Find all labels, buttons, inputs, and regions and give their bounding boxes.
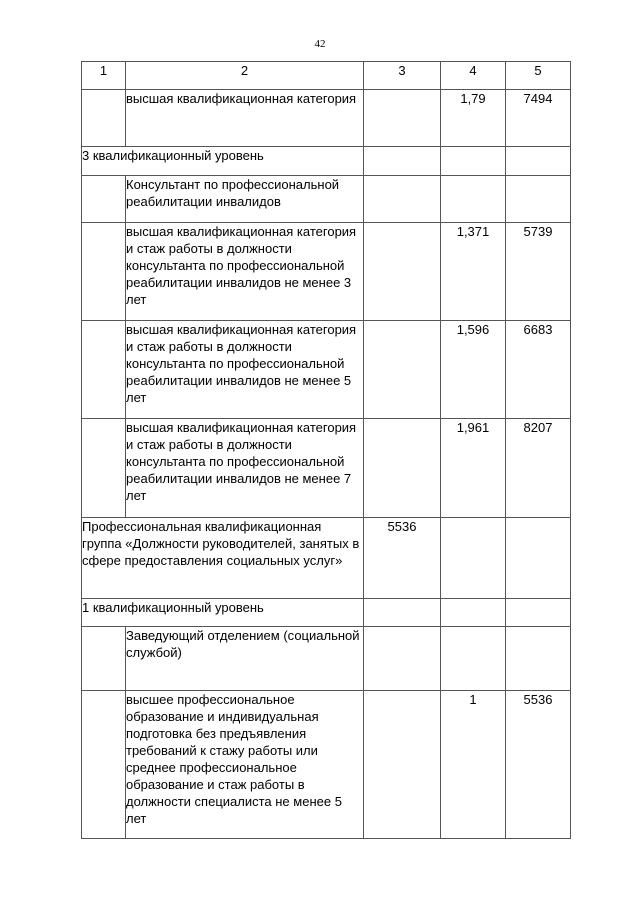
position-description: высшая квалификационная категория и стаж работы в должности консультанта по профессиональной реабилитации инвалидов не менее 5 лет [126,321,364,419]
qualification-level-label: 3 квалификационный уровень [82,147,364,176]
table-row [82,419,571,518]
salary-cell: 8207 [506,419,571,518]
column-header-3: 3 [364,62,441,90]
table-row [82,223,571,321]
position-description: высшее профессиональное образование и индивидуальная подготовка без предъявления требований к стажу работы или среднее профессиональное образование и стаж работы в должности специалиста не менее 5 лет [126,691,364,839]
coefficient-cell: 1 [441,691,506,839]
salary-table [81,61,571,839]
column-header-5: 5 [506,62,571,90]
salary-cell: 6683 [506,321,571,419]
table-header-row [82,62,571,90]
salary-cell: 7494 [506,90,571,147]
position-title: Консультант по профессиональной реабилитации инвалидов [126,176,364,223]
position-description: высшая квалификационная категория и стаж работы в должности консультанта по профессиональной реабилитации инвалидов не менее 7 лет [126,419,364,518]
coefficient-cell: 1,79 [441,90,506,147]
qualification-group-label: Профессиональная квалификационная группа «Должности руководителей, занятых в сфере предоставления социальных услуг» [82,518,364,599]
position-title: Заведующий отделением (социальной службой) [126,627,364,691]
table-row [82,321,571,419]
base-salary-cell [364,90,441,147]
base-salary-cell: 5536 [364,518,441,599]
table-row [82,627,571,691]
table-row [82,691,571,839]
salary-cell: 5739 [506,223,571,321]
qualification-level-label: 1 квалификационный уровень [82,599,364,627]
section-row [82,147,571,176]
page-number: 42 [314,38,326,50]
group-row [82,518,571,599]
column-header-2: 2 [126,62,364,90]
column-header-1: 1 [82,62,126,90]
coefficient-cell: 1,961 [441,419,506,518]
coefficient-cell: 1,371 [441,223,506,321]
salary-cell: 5536 [506,691,571,839]
position-description: высшая квалификационная категория [126,90,364,147]
section-row [82,599,571,627]
position-description: высшая квалификационная категория и стаж работы в должности консультанта по профессиональной реабилитации инвалидов не менее 3 лет [126,223,364,321]
table-row [82,176,571,223]
column-header-4: 4 [441,62,506,90]
table-row [82,90,571,147]
coefficient-cell: 1,596 [441,321,506,419]
